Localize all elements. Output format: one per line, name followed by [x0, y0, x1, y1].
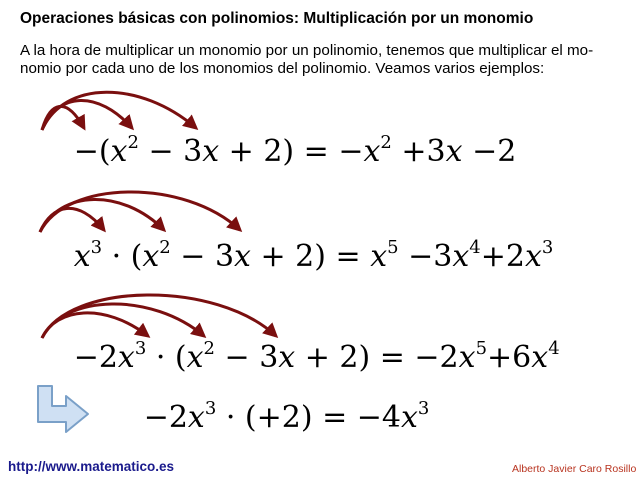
example-1-equation: $-(x^2 - 3x + 2) = -x^2 +3x -2$ [73, 132, 517, 169]
intro-line-1: A la hora de multiplicar un monomio por un polinomio, tenemos que multiplicar el mo- [20, 42, 594, 59]
arrow-3a [42, 313, 148, 338]
intro-line-2: nomio por cada uno de los monomios del polinomio. Veamos varios ejemplos: [20, 60, 545, 77]
example-1-arrows [42, 92, 196, 130]
arrow-1c [42, 92, 196, 130]
right-turn-arrow-icon [38, 386, 88, 432]
page-title: Operaciones básicas con polinomios: Multiplicación por un monomio [20, 10, 534, 27]
arrow-1b [42, 100, 132, 130]
example-2-equation: $x^3 \cdot (x^2 - 3x + 2) = x^5 -3x^4+2x^3$ [73, 237, 554, 274]
example-3-arrows [42, 295, 276, 338]
example-3-equation: $-2x^3 \cdot (x^2 - 3x + 2) = -2x^5+6x^4$ [73, 338, 560, 375]
example-2-arrows [40, 192, 240, 232]
example-4-equation: $-2x^3 \cdot (+2) = -4x^3$ [143, 398, 430, 435]
website-link[interactable]: http://www.matematico.es [8, 459, 175, 474]
arrow-3c [42, 295, 276, 338]
author-credit: Alberto Javier Caro Rosillo [512, 463, 637, 475]
